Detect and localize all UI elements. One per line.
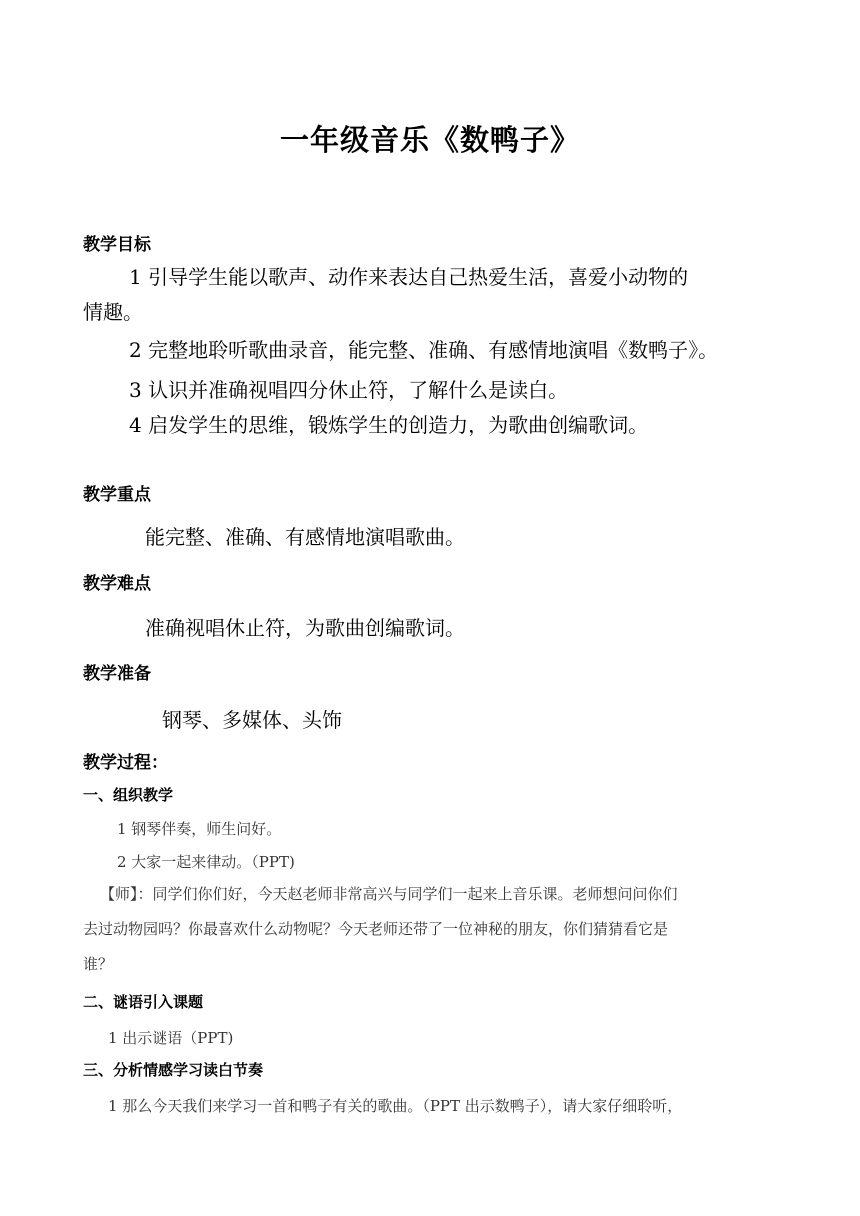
key-text: 能完整、准确、有感情地演唱歌曲。 [145, 525, 465, 549]
teacher-line: 谁？ [83, 955, 114, 973]
part1-item: 1 钢琴伴奏，师生问好。 [117, 820, 282, 838]
difficulty-text: 准确视唱休止符，为歌曲创编歌词。 [145, 616, 465, 640]
part3-heading: 三、分析情感学习读白节奏 [83, 1061, 264, 1079]
part3-item: 1 那么今天我们来学习一首和鸭子有关的歌曲。（PPT 出示数鸭子），请大家仔细聆听， [108, 1097, 683, 1115]
goal-line: 1 引导学生能以歌声、动作来表达自己热爱生活，喜爱小动物的 [129, 265, 689, 289]
goal-line: 4 启发学生的思维，锻炼学生的创造力，为歌曲创编歌词。 [129, 413, 649, 437]
goals-heading: 教学目标 [83, 235, 151, 255]
prep-heading: 教学准备 [83, 664, 151, 684]
key-heading: 教学重点 [83, 485, 151, 505]
goal-line: 情趣。 [83, 300, 143, 324]
process-heading: 教学过程： [83, 753, 168, 773]
prep-text: 钢琴、多媒体、头饰 [162, 708, 342, 732]
part2-item: 1 出示谜语（PPT) [108, 1029, 234, 1047]
page-title: 一年级音乐《数鸭子》 [279, 123, 580, 157]
teacher-line: 去过动物园吗？你最喜欢什么动物呢？今天老师还带了一位神秘的朋友，你们猜猜看它是 [83, 920, 669, 938]
goal-line: 2 完整地聆听歌曲录音，能完整、准确、有感情地演唱《数鸭子》。 [129, 338, 719, 362]
difficulty-heading: 教学难点 [83, 574, 151, 594]
part1-item: 2 大家一起来律动。（PPT) [117, 853, 295, 871]
part2-heading: 二、谜语引入课题 [83, 993, 204, 1011]
goal-line: 3 认识并准确视唱四分休止符，了解什么是读白。 [129, 378, 569, 402]
part1-heading: 一、组织教学 [83, 786, 174, 804]
teacher-line: 【师】：同学们你们好，今天赵老师非常高兴与同学们一起来上音乐课。老师想问问你们 [100, 885, 678, 903]
